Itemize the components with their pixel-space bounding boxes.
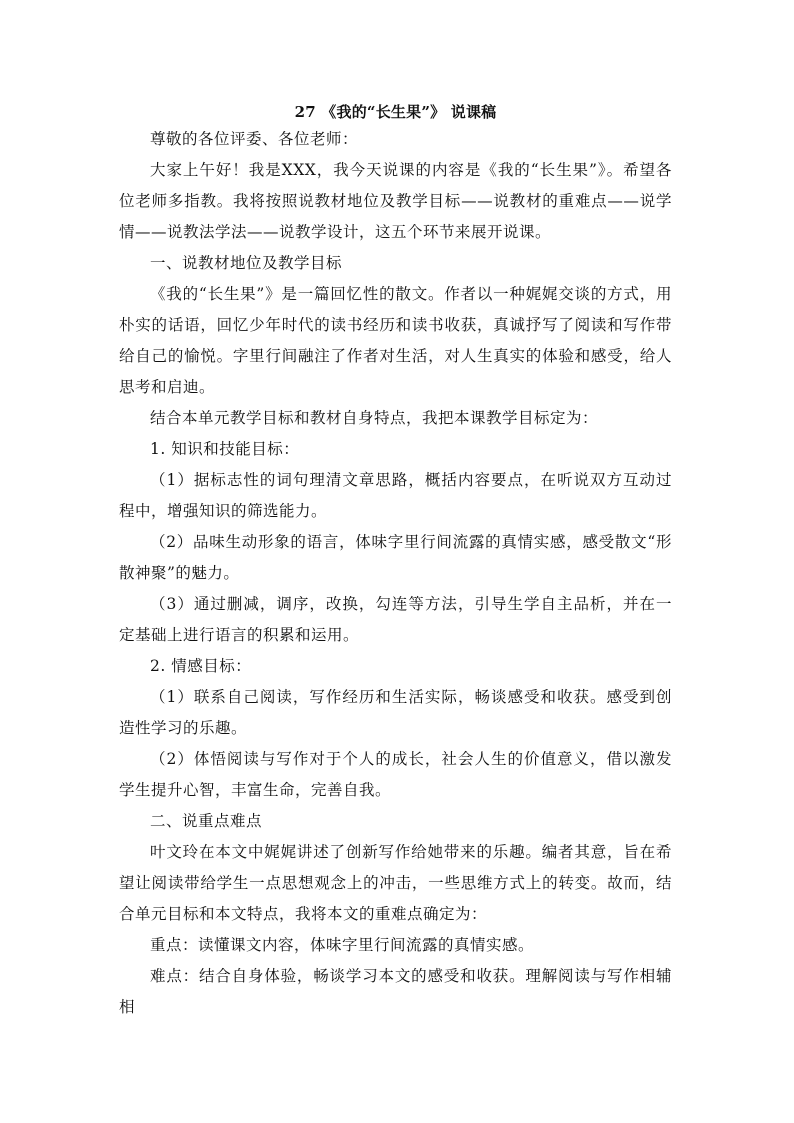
focus-intro-paragraph: 叶文玲在本文中娓娓讲述了创新写作给她带来的乐趣。编者其意，旨在希望让阅读带给学生一点思想观念上的冲击，一些思维方式上的转变。故而，结合单元目标和本文特点，我将本文的重难点确定为： [119, 843, 672, 923]
goal-item-2-2: （2）体悟阅读与写作对于个人的成长，社会人生的价值意义，借以激发学生提升心智，丰富生命，完善自我。 [119, 750, 672, 799]
goals-intro-paragraph: 结合本单元教学目标和教材自身特点，我把本课教学目标定为： [150, 409, 599, 427]
subheading-emotion: 2. 情感目标： [150, 657, 252, 675]
document-title: 27 《我的“长生果”》 说课稿 [294, 103, 497, 121]
text-overview-paragraph: 《我的“长生果”》是一篇回忆性的散文。作者以一种娓娓交谈的方式，用朴实的话语，回忆少年时代的读书经历和读书收获，真诚抒写了阅读和写作带给自己的愉悦。字里行间融注了作者对生活，对人生真实的体验和感受，给人思考和启迪。 [119, 285, 672, 396]
goal-item-1-3: （3）通过删减，调序，改换，勾连等方法，引导生学自主品析，并在一定基础上进行语言的积累和运用。 [119, 595, 672, 644]
section-heading-2: 二、说重点难点 [150, 812, 263, 830]
subheading-knowledge-skills: 1. 知识和技能目标： [150, 440, 300, 458]
section-heading-1: 一、说教材地位及教学目标 [150, 254, 343, 272]
goal-item-2-1: （1）联系自己阅读，写作经历和生活实际，畅谈感受和收获。感受到创造性学习的乐趣。 [119, 688, 672, 737]
intro-paragraph: 大家上午好！我是XXX，我今天说课的内容是《我的“长生果”》。希望各位老师多指教。我将按照说教材地位及教学目标——说教材的重难点——说学情——说教法学法——说教学设计，这五个环节来展开说课。 [119, 161, 672, 241]
key-point-paragraph: 重点：读懂课文内容，体味字里行间流露的真情实感。 [150, 936, 535, 954]
difficulty-paragraph: 难点：结合自身体验，畅谈学习本文的感受和收获。理解阅读与写作相辅相 [119, 967, 672, 1016]
document-body [119, 100, 672, 1023]
greeting: 尊敬的各位评委、各位老师： [150, 130, 359, 148]
goal-item-1-2: （2）品味生动形象的语言，体味字里行间流露的真情实感，感受散文“形散神聚”的魅力。 [119, 533, 672, 582]
goal-item-1-1: （1）据标志性的词句理清文章思路，概括内容要点，在听说双方互动过程中，增强知识的筛选能力。 [119, 471, 672, 520]
